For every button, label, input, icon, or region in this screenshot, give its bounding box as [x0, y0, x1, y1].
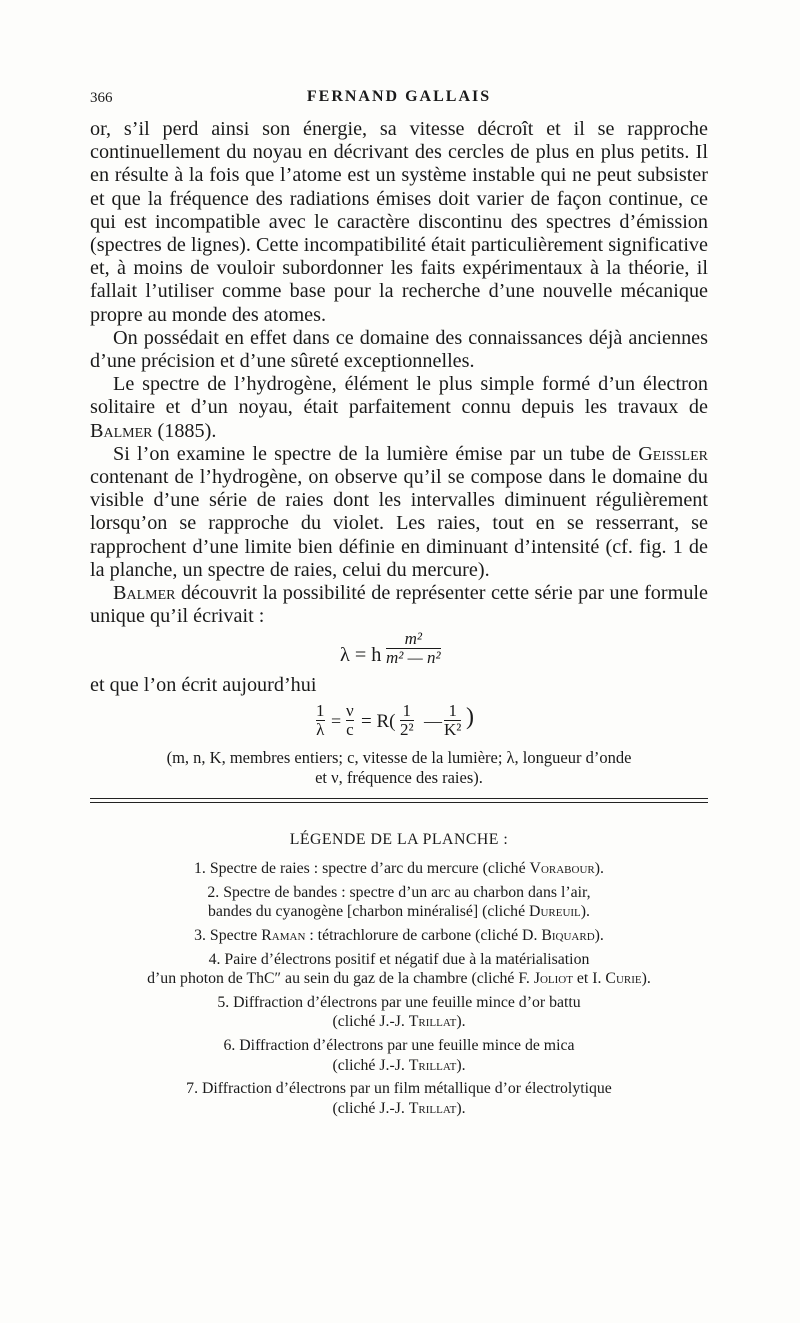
frac-2-num: ν — [346, 700, 354, 720]
author-name-balmer: Balmer — [90, 419, 153, 442]
frac-3-num: 1 — [402, 700, 412, 720]
page-number: 366 — [90, 90, 113, 106]
formula2-frac-3 — [400, 702, 414, 739]
paragraph-3-text-b: (1885). — [152, 419, 217, 442]
paragraph-4-text-a: Si l’on examine le spectre de la lumière émise par un tube de — [113, 442, 639, 465]
formula2-equals-1: = — [331, 710, 342, 731]
legend-item-5-credit: Trillat — [408, 1013, 457, 1031]
plate-legend — [90, 830, 708, 1119]
legend-item-4 — [90, 950, 708, 989]
legend-item-1-end: ). — [594, 860, 604, 878]
page — [90, 88, 708, 1122]
legend-item-3-text-b: : tétrachlorure de carbone (cliché D. — [305, 927, 542, 945]
legend-item-4-and: et I. — [572, 970, 606, 988]
formula2-equals-r: = R( — [361, 710, 396, 732]
paragraph-4-text-b: contenant de l’hydrogène, on observe qu’il se compose dans le domaine du visible d’une série de raies dont les intervalles diminuent régulièrement lorsqu’on se rapproche du violet. Les raies, tout en se resserrant, se rapprochent d’une limite bien définie en diminuant d’intensité (cf. fig. 1 de la planche, un spectre de raies, celui du mercure). — [90, 466, 708, 581]
paragraph-5 — [90, 582, 708, 628]
note-line-1: (m, n, K, membres entiers; c, vitesse de la lumière; λ, longueur d’onde — [166, 747, 632, 767]
legend-item-4-line-2: d’un photon de ThC″ au sein du gaz de la chambre (cliché F. — [147, 970, 534, 988]
paragraph-1: or, s’il perd ainsi son énergie, sa vitesse décroît et il se rapproche continuellement du noyau en décrivant des cercles de plus en plus petits. Il en résulte à la fois que l’atome est un système instable qui ne peut subsister et que la fréquence des radiations émises doit varier de façon continue, ce qui est incompatible avec le caractère discontinu des spectres d’émission (spectres de lignes). Cette incompatibilité était particulièrement significative et, à moins de vouloir subordonner les faits expérimentaux à la théorie, il fallait l’utiliser comme base pour la recherche d’une nouvelle mécanique propre au monde des atomes. — [90, 118, 708, 326]
legend-item-2-end: ). — [580, 903, 590, 921]
paragraph-2: On possédait en effet dans ce domaine des connaissances déjà anciennes d’une précision et d’une sûreté exceptionnelles. — [90, 326, 708, 373]
formula-note — [90, 748, 708, 788]
paragraph-3 — [90, 373, 708, 443]
legend-item-3-text: 3. Spectre — [194, 927, 262, 945]
running-title: FERNAND GALLAIS — [306, 88, 492, 105]
frac-4-num: 1 — [448, 700, 457, 720]
legend-item-7 — [90, 1079, 708, 1118]
legend-item-4-end: ). — [641, 970, 651, 988]
author-name-balmer-2: Balmer — [113, 582, 176, 605]
running-header — [90, 88, 708, 118]
legend-item-7-line-2: (cliché J.-J. — [332, 1099, 409, 1117]
paragraph-4 — [90, 443, 708, 582]
formula2-minus: — — [424, 710, 442, 731]
divider-rule-top — [90, 798, 708, 799]
frac-3-den: 2² — [400, 719, 414, 739]
paragraph-3-text-a: Le spectre de l’hydrogène, élément le plus simple formé d’un électron solitaire et d’un noyau, était parfaitement connu depuis les travaux de — [90, 373, 708, 419]
legend-item-2 — [90, 883, 708, 922]
body-text — [90, 118, 708, 788]
frac-1-num: 1 — [316, 700, 325, 720]
legend-item-6-line-1: 6. Diffraction d’électrons par une feuille mince de mica — [223, 1037, 575, 1055]
formula1-fraction — [386, 630, 441, 667]
formula1-denominator: m² — n² — [386, 648, 441, 668]
balmer-formula — [90, 630, 708, 674]
legend-item-1-text: 1. Spectre de raies : spectre d’arc du mercure (cliché — [194, 860, 530, 878]
note-line-2: et ν, fréquence des raies). — [315, 767, 483, 787]
legend-item-1 — [90, 859, 708, 879]
legend-item-1-credit: Vorabour — [529, 860, 595, 878]
legend-item-5 — [90, 993, 708, 1032]
legend-item-4-credit-2: Curie — [605, 970, 642, 988]
paragraph-5-text: découvrit la possibilité de représenter cette série par une formule unique qu’il écrivait : — [90, 582, 708, 628]
formula2-frac-2 — [346, 702, 354, 739]
formula1-lhs: λ = h — [340, 644, 382, 667]
legend-item-2-line-1: 2. Spectre de bandes : spectre d’un arc au charbon dans l’air, — [207, 883, 591, 901]
legend-item-2-credit: Dureuil — [529, 903, 581, 921]
author-name-geissler: Geissler — [638, 442, 708, 465]
legend-item-5-line-2: (cliché J.-J. — [332, 1013, 409, 1031]
frac-2-den: c — [346, 719, 354, 739]
legend-item-7-credit: Trillat — [408, 1099, 457, 1117]
formula2-close-paren: ) — [466, 703, 474, 730]
paragraph-6: et que l’on écrit aujourd’hui — [90, 674, 317, 697]
legend-title: LÉGENDE DE LA PLANCHE : — [289, 830, 509, 848]
legend-item-5-end: ). — [456, 1013, 466, 1031]
legend-item-6-credit: Trillat — [408, 1056, 457, 1074]
legend-item-3-end: ). — [594, 927, 604, 945]
legend-item-3-raman: Raman — [261, 927, 306, 945]
rydberg-formula — [90, 698, 708, 746]
legend-item-7-end: ). — [456, 1099, 466, 1117]
legend-item-4-credit-1: Joliot — [533, 970, 573, 988]
legend-item-7-line-1: 7. Diffraction d’électrons par un film métallique d’or électrolytique — [186, 1080, 612, 1098]
legend-item-6 — [90, 1036, 708, 1075]
legend-item-5-line-1: 5. Diffraction d’électrons par une feuille mince d’or battu — [217, 993, 581, 1011]
legend-item-4-line-1: 4. Paire d’électrons positif et négatif due à la matérialisation — [208, 950, 590, 968]
legend-item-2-line-2: bandes du cyanogène [charbon minéralisé] (cliché — [207, 903, 530, 921]
frac-4-den: K² — [444, 719, 462, 739]
formula2-frac-1 — [316, 702, 325, 739]
formula2-frac-4 — [444, 702, 461, 739]
divider-rule-bottom — [90, 802, 708, 803]
frac-1-den: λ — [316, 719, 325, 739]
legend-item-6-end: ). — [456, 1056, 466, 1074]
legend-item-3-credit: Biquard — [541, 927, 595, 945]
legend-item-3 — [90, 926, 708, 946]
formula1-numerator: m² — [404, 629, 422, 649]
legend-item-6-line-2: (cliché J.-J. — [332, 1056, 409, 1074]
